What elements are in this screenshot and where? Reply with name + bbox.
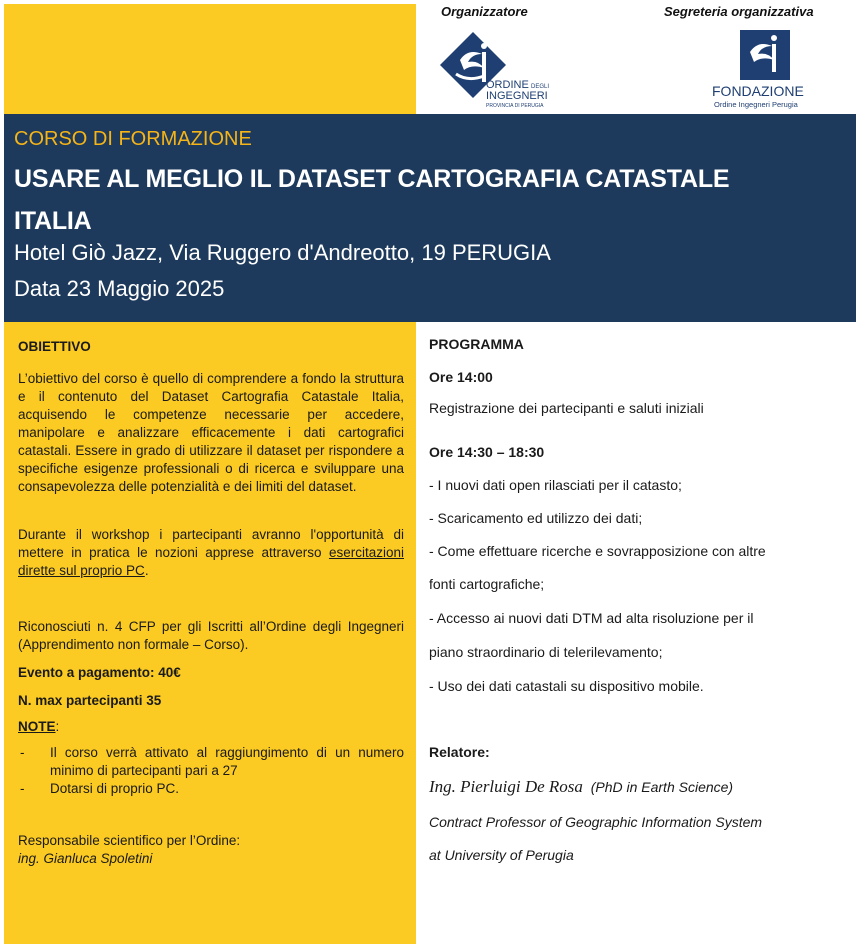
program-heading: PROGRAMMA (429, 336, 524, 352)
program-item: - I nuovi dati open rilasciati per il catasto; (429, 477, 682, 493)
ordine-ingegneri-logo (438, 30, 563, 112)
paragraph2-end: . (144, 563, 149, 578)
notes-heading-text: NOTE (18, 719, 56, 734)
program-item: piano straordinario di telerilevamento; (429, 644, 663, 660)
cfp-text: Riconosciuti n. 4 CFP per gli Iscritti all’Ordine degli Ingegneri (Apprendimento non formale – Corso). (18, 619, 404, 652)
objective-paragraph-1: L’obiettivo del corso è quello di comprendere a fondo la struttura e il contenuto del Dataset Cartografia Catastale Italia, acquisendo le competenze necessarie per accedere, manipolare e analizzare efficacemente i dati cartografici catastali. Essere in grado di utilizzare il dataset per rispondere a specifiche esigenze professionali o di ricerca e sviluppare una consapevolezza delle potenzialità e dei limiti del dataset. (18, 371, 404, 494)
ordine-logo-line1: ORDINE (486, 79, 529, 91)
organizer-label: Organizzatore (441, 4, 528, 19)
course-venue: Hotel Giò Jazz, Via Ruggero d'Andreotto, 19 PERUGIA (14, 240, 551, 265)
notes-list (18, 744, 404, 798)
speaker-role-line2: at University of Perugia (429, 847, 574, 863)
ordine-logo-line2: INGEGNERI (486, 90, 548, 102)
notes-heading-colon: : (55, 719, 60, 734)
ordine-logo-line3: PROVINCIA DI PERUGIA (486, 103, 544, 109)
speaker-role-line1: Contract Professor of Geographic Information System (429, 814, 763, 830)
speaker-heading: Relatore: (429, 744, 490, 760)
course-title: USARE AL MEGLIO IL DATASET CARTOGRAFIA CATASTALE ITALIA (14, 165, 730, 235)
speaker-degree: (PhD in Earth Science) (590, 779, 734, 795)
note-text: Il corso verrà attivato al raggiungimento di un numero minimo di partecipanti pari a 27 (50, 745, 404, 778)
fondazione-emblem-icon (740, 30, 790, 80)
program-item: fonti cartografiche; (429, 576, 545, 592)
note-text: Dotarsi di proprio PC. (50, 781, 180, 796)
fondazione-logo-line1: FONDAZIONE (712, 83, 804, 99)
slot2-time: Ore 14:30 – 18:30 (429, 444, 545, 460)
objective-heading: OBIETTIVO (18, 339, 91, 354)
slot1-time: Ore 14:00 (429, 369, 493, 385)
note-item (18, 780, 404, 798)
max-participants-text: N. max partecipanti 35 (18, 693, 162, 708)
slot1-description: Registrazione dei partecipanti e saluti iniziali (429, 400, 704, 416)
responsible-label: Responsabile scientifico per l’Ordine: (18, 833, 241, 848)
objective-section (18, 338, 404, 868)
speaker-line (429, 777, 733, 797)
program-item: - Come effettuare ricerche e sovrapposizione con altre (429, 543, 766, 559)
speaker-name: Ing. Pierluigi De Rosa (429, 777, 583, 796)
price-text: Evento a pagamento: 40€ (18, 665, 181, 680)
fondazione-logo (710, 28, 820, 112)
paragraph2-text: Durante il workshop i partecipanti avranno l'opportunità di mettere in pratica le nozioni apprese attraverso (18, 527, 404, 560)
title-band (4, 114, 856, 322)
notes-heading (18, 718, 404, 736)
responsible-name: ing. Gianluca Spoletini (18, 851, 153, 866)
objective-paragraph-2 (18, 526, 404, 580)
note-item (18, 744, 404, 780)
paragraph2-underlined: esercitazioni dirette sul proprio PC (18, 545, 404, 578)
program-item: - Scaricamento ed utilizzo dei dati; (429, 510, 643, 526)
note-dash: - (20, 745, 25, 760)
note-dash: - (20, 781, 25, 796)
program-item: - Uso dei dati catastali su dispositivo mobile. (429, 678, 704, 694)
ordine-logo-degli: DEGLI (531, 84, 550, 90)
header-yellow-block (4, 4, 416, 114)
fondazione-logo-line2: Ordine Ingegneri Perugia (714, 100, 798, 109)
program-item: - Accesso ai nuovi dati DTM ad alta risoluzione per il (429, 610, 754, 626)
course-date: Data 23 Maggio 2025 (14, 276, 225, 301)
course-kicker: CORSO DI FORMAZIONE (14, 128, 252, 150)
secretariat-label: Segreteria organizzativa (664, 4, 814, 19)
